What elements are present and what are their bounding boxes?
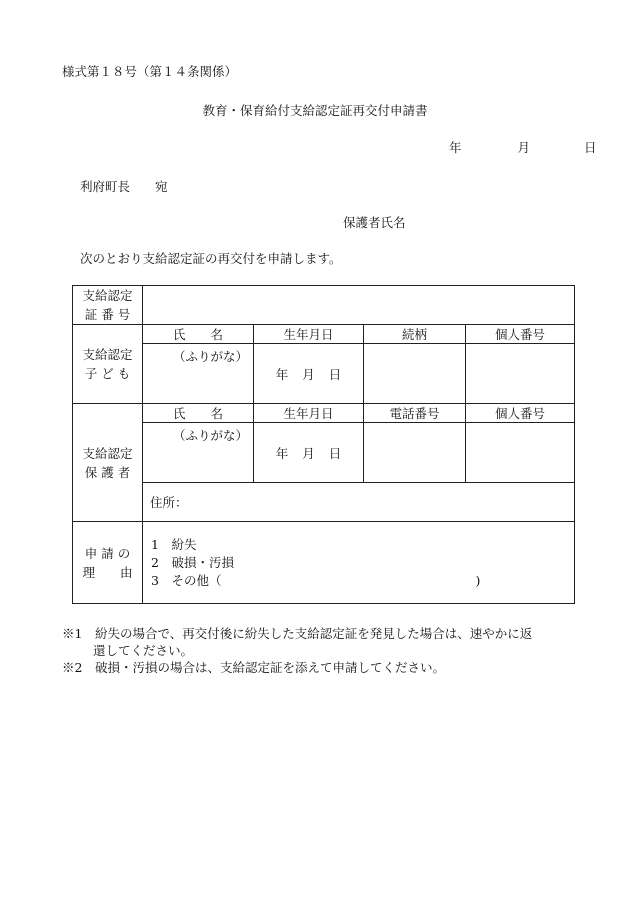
address-label: 住所： [150, 495, 188, 510]
child-dob-header: 生年月日 [254, 325, 364, 344]
application-table [72, 285, 575, 604]
cert-number-row [73, 286, 575, 325]
child-relation-field[interactable] [364, 344, 466, 404]
note-1-line-1: ※1 紛失の場合で、再交付後に紛失した支給認定証を発見した場合は、速やかに返 [62, 626, 533, 641]
date-year: 年 [449, 140, 462, 155]
guardian-header-row [73, 404, 575, 423]
guardian-id-field[interactable] [466, 423, 575, 483]
application-date [449, 138, 596, 156]
guardian-phone-field[interactable] [364, 423, 466, 483]
child-relation-header: 続柄 [364, 325, 466, 344]
addressee: 利府町長 宛 [80, 179, 168, 194]
child-name-header: 氏 名 [143, 325, 254, 344]
child-id-header: 個人番号 [466, 325, 575, 344]
document-title: 教育・保育給付支給認定証再交付申請書 [202, 103, 428, 118]
furigana-label: （ふりがな） [173, 428, 249, 443]
reason-options [143, 522, 575, 604]
child-label: 支給認定 子 ど も [73, 325, 143, 404]
reason-option-lost[interactable]: 1 紛失 [151, 536, 197, 552]
guardian-dob-header: 生年月日 [254, 404, 364, 423]
note-2: ※2 破損・汚損の場合は、支給認定証を添えて申請してください。 [62, 660, 445, 675]
date-day: 日 [583, 140, 597, 155]
guardian-address-field[interactable] [143, 483, 575, 522]
child-dob-field[interactable]: 年 月 日 [254, 344, 364, 404]
guardian-label: 支給認定 保 護 者 [73, 404, 143, 522]
guardian-name-field[interactable] [143, 423, 254, 483]
intro-text: 次のとおり支給認定証の再交付を申請します。 [80, 251, 342, 266]
cert-number-field[interactable] [143, 286, 575, 325]
guardian-dob-field[interactable]: 年 月 日 [254, 423, 364, 483]
reason-option-other[interactable]: 3 その他（ ) [151, 572, 481, 588]
child-data-row [73, 344, 575, 404]
cert-number-label: 支給認定 証 番 号 [73, 286, 143, 325]
child-header-row [73, 325, 575, 344]
guardian-name-header: 氏 名 [143, 404, 254, 423]
reason-row [73, 522, 575, 604]
form-number: 様式第１８号（第１４条関係） [62, 64, 238, 79]
reason-close-paren: ) [475, 572, 481, 588]
guardian-address-row [73, 483, 575, 522]
child-id-field[interactable] [466, 344, 575, 404]
guardian-data-row [73, 423, 575, 483]
guardian-phone-header: 電話番号 [364, 404, 466, 423]
date-month: 月 [517, 140, 530, 155]
guardian-id-header: 個人番号 [466, 404, 575, 423]
child-name-field[interactable] [143, 344, 254, 404]
notes [62, 625, 532, 676]
reason-option-damaged[interactable]: 2 破損・汚損 [151, 554, 234, 570]
note-1-line-2: 還してください。 [93, 643, 194, 658]
guardian-name-label: 保護者氏名 [343, 215, 406, 230]
reason-label: 申 請 の 理 由 [73, 522, 143, 604]
furigana-label: （ふりがな） [173, 349, 249, 364]
